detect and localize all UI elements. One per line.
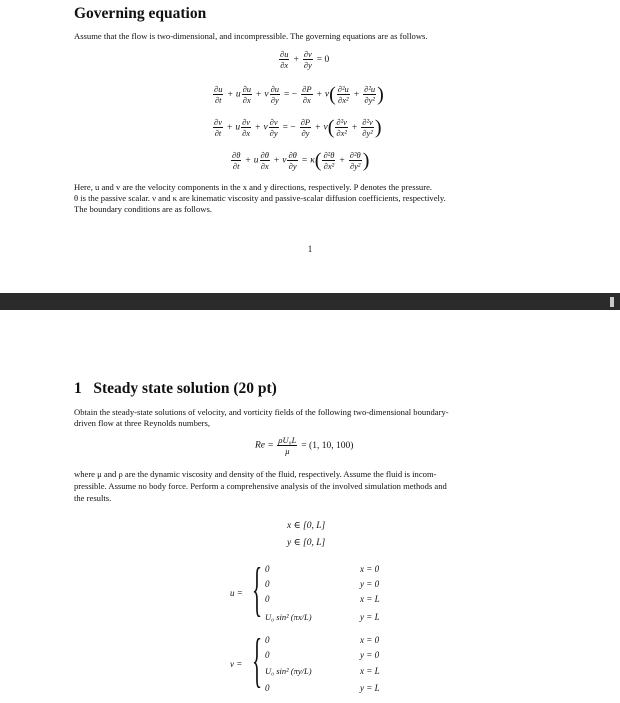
description-line-2: θ is the passive scalar. ν and κ are kinematic viscosity and passive-scalar diffusion coefficients, respectively. bbox=[74, 193, 446, 203]
task-line-2: driven flow at three Reynolds numbers, bbox=[74, 418, 211, 428]
section-heading-governing-equation: Governing equation bbox=[74, 5, 207, 22]
continuity-equation: $\frac{\partial u}{\partial x}$ + $\frac{\partial v}{\partial y}$ = 0 bbox=[280, 49, 330, 70]
scrollbar-thumb[interactable] bbox=[610, 297, 614, 307]
description-line-3: The boundary conditions are as follows. bbox=[74, 204, 212, 214]
u-case-value: 0 bbox=[265, 579, 270, 589]
page-separator bbox=[0, 293, 620, 310]
section-title: Steady state solution (20 pt) bbox=[93, 380, 277, 397]
v-brace: { bbox=[252, 627, 263, 693]
v-case-value: U₀ sin² (πy/L) bbox=[265, 666, 312, 676]
v-case-value: 0 bbox=[265, 635, 270, 645]
v-case-value: 0 bbox=[265, 650, 270, 660]
u-case-condition: x = 0 bbox=[360, 564, 380, 574]
u-boundary-conditions bbox=[230, 556, 390, 630]
definition-line-3: the results. bbox=[74, 493, 112, 503]
definition-line-1: where μ and ρ are the dynamic viscosity and density of the fluid, respectively. Assume the fluid is incom- bbox=[74, 469, 437, 479]
section-number: 1 bbox=[74, 380, 82, 397]
intro-paragraph: Assume that the flow is two-dimensional, and incompressible. The governing equations are as follows. bbox=[74, 31, 428, 41]
document-page-2 bbox=[0, 310, 620, 700]
v-boundary-conditions bbox=[230, 627, 390, 703]
u-case-condition: y = 0 bbox=[360, 579, 380, 589]
y-momentum-equation: $\frac{\partial v}{\partial t}$ + u $\frac{\partial v}{\partial x}$ + v $\frac{\partial v}{\partial y}$ = − $\frac{\partial P}{\partial y}$ + ν( $\frac{\text{∂²v}}{\text{∂x²}}$ + $\frac{\text{∂²v}}{\text{∂y²}}$ ) bbox=[214, 116, 382, 139]
task-line-1: Obtain the steady-state solutions of velocity, and vorticity fields of the following two-dimensional boundary- bbox=[74, 407, 449, 417]
v-label: v = bbox=[230, 659, 243, 669]
definition-line-2: pressible. Assume no body force. Perform a comprehensive analysis of the involved simulation methods and bbox=[74, 481, 447, 491]
v-case-condition: x = L bbox=[360, 666, 380, 676]
u-case-condition: x = L bbox=[360, 594, 380, 604]
reynolds-number-equation: Re = $\frac{\text{ρU₀L}}{\mu}$ = (1, 10, 100) bbox=[255, 435, 354, 456]
v-case-condition: x = 0 bbox=[360, 635, 380, 645]
u-case-value: U₀ sin² (πx/L) bbox=[265, 612, 312, 622]
u-case-value: 0 bbox=[265, 594, 270, 604]
description-line-1: Here, u and v are the velocity components in the x and y directions, respectively. P denotes the pressure. bbox=[74, 182, 433, 192]
v-case-value: 0 bbox=[265, 683, 270, 693]
u-label: u = bbox=[230, 588, 243, 598]
reynolds-values: = (1, 10, 100) bbox=[301, 440, 354, 451]
domain-y: y ∈ [0, L] bbox=[287, 538, 326, 548]
page-number: 1 bbox=[307, 244, 313, 254]
x-momentum-equation: $\frac{\partial u}{\partial t}$ + u $\frac{\partial u}{\partial x}$ + v $\frac{\partial u}{\partial y}$ = − $\frac{\partial P}{\partial x}$ + ν( $\frac{\text{∂²u}}{\text{∂x²}}$ + $\frac{\text{∂²u}}{\text{∂y²}}$ ) bbox=[214, 83, 384, 106]
scalar-transport-equation: $\frac{\partial\theta}{\partial t}$ + u $\frac{\partial\theta}{\partial x}$ + v $\frac{\partial\theta}{\partial y}$ = κ( $\frac{\text{∂²θ}}{\text{∂x²}}$ + $\frac{\text{∂²θ}}{\text{∂y²}}$ ) bbox=[232, 149, 370, 172]
v-case-condition: y = 0 bbox=[360, 650, 380, 660]
document-page-1 bbox=[0, 0, 620, 293]
v-case-condition: y = L bbox=[360, 683, 380, 693]
section-heading-steady-state bbox=[74, 380, 277, 398]
u-brace: { bbox=[252, 556, 263, 622]
u-case-value: 0 bbox=[265, 564, 270, 574]
u-case-condition: y = L bbox=[360, 612, 380, 622]
domain-x: x ∈ [0, L] bbox=[287, 521, 326, 531]
